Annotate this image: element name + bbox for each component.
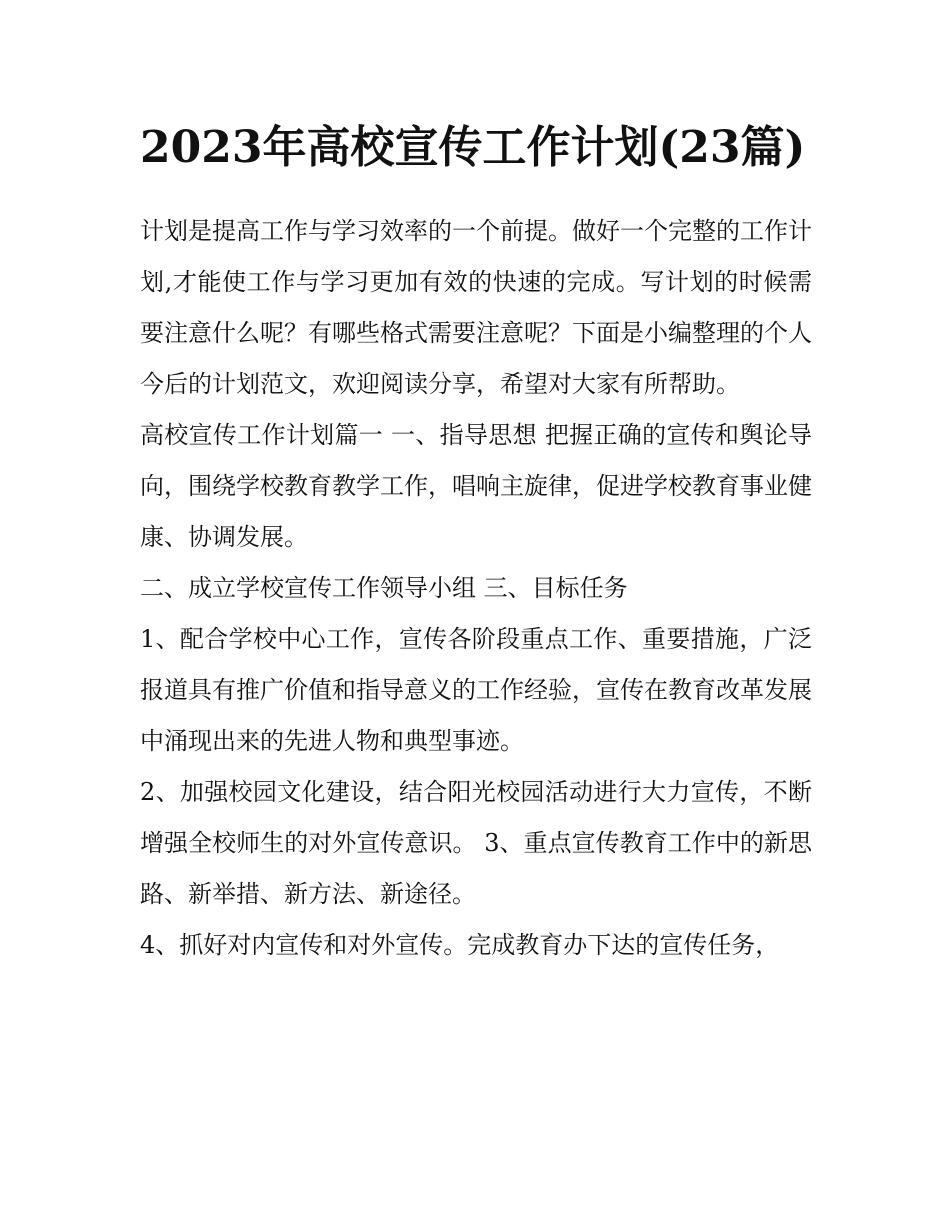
document-body [140, 112, 812, 971]
paragraph-leadership-group: 二、成立学校宣传工作领导小组 三、目标任务 [140, 574, 628, 602]
paragraph-task-2-3: 2、加强校园文化建设，结合阳光校园活动进行大力宣传，不断增强全校师生的对外宣传意识。 3、重点宣传教育工作中的新思路、新举措、新方法、新途径。 [140, 778, 812, 908]
paragraph-intro: 计划是提高工作与学习效率的一个前提。做好一个完整的工作计划,才能使工作与学习更加有效的快速的完成。写计划的时候需要注意什么呢？有哪些格式需要注意呢？下面是小编整理的个人今后的计划范文，欢迎阅读分享，希望对大家有所帮助。 [140, 217, 812, 398]
paragraph-guiding-ideology: 高校宣传工作计划篇一 一、指导思想 把握正确的宣传和舆论导向，围绕学校教育教学工作，唱响主旋律，促进学校教育事业健康、协调发展。 [140, 421, 812, 551]
paragraph-task-4: 4、抓好对内宣传和对外宣传。完成教育办下达的宣传任务， [140, 931, 780, 959]
paragraph-task-1: 1、配合学校中心工作，宣传各阶段重点工作、重要措施，广泛报道具有推广价值和指导意义的工作经验，宣传在教育改革发展中涌现出来的先进人物和典型事迹。 [140, 625, 812, 755]
document-title: 2023年高校宣传工作计划(23篇) [140, 122, 806, 173]
